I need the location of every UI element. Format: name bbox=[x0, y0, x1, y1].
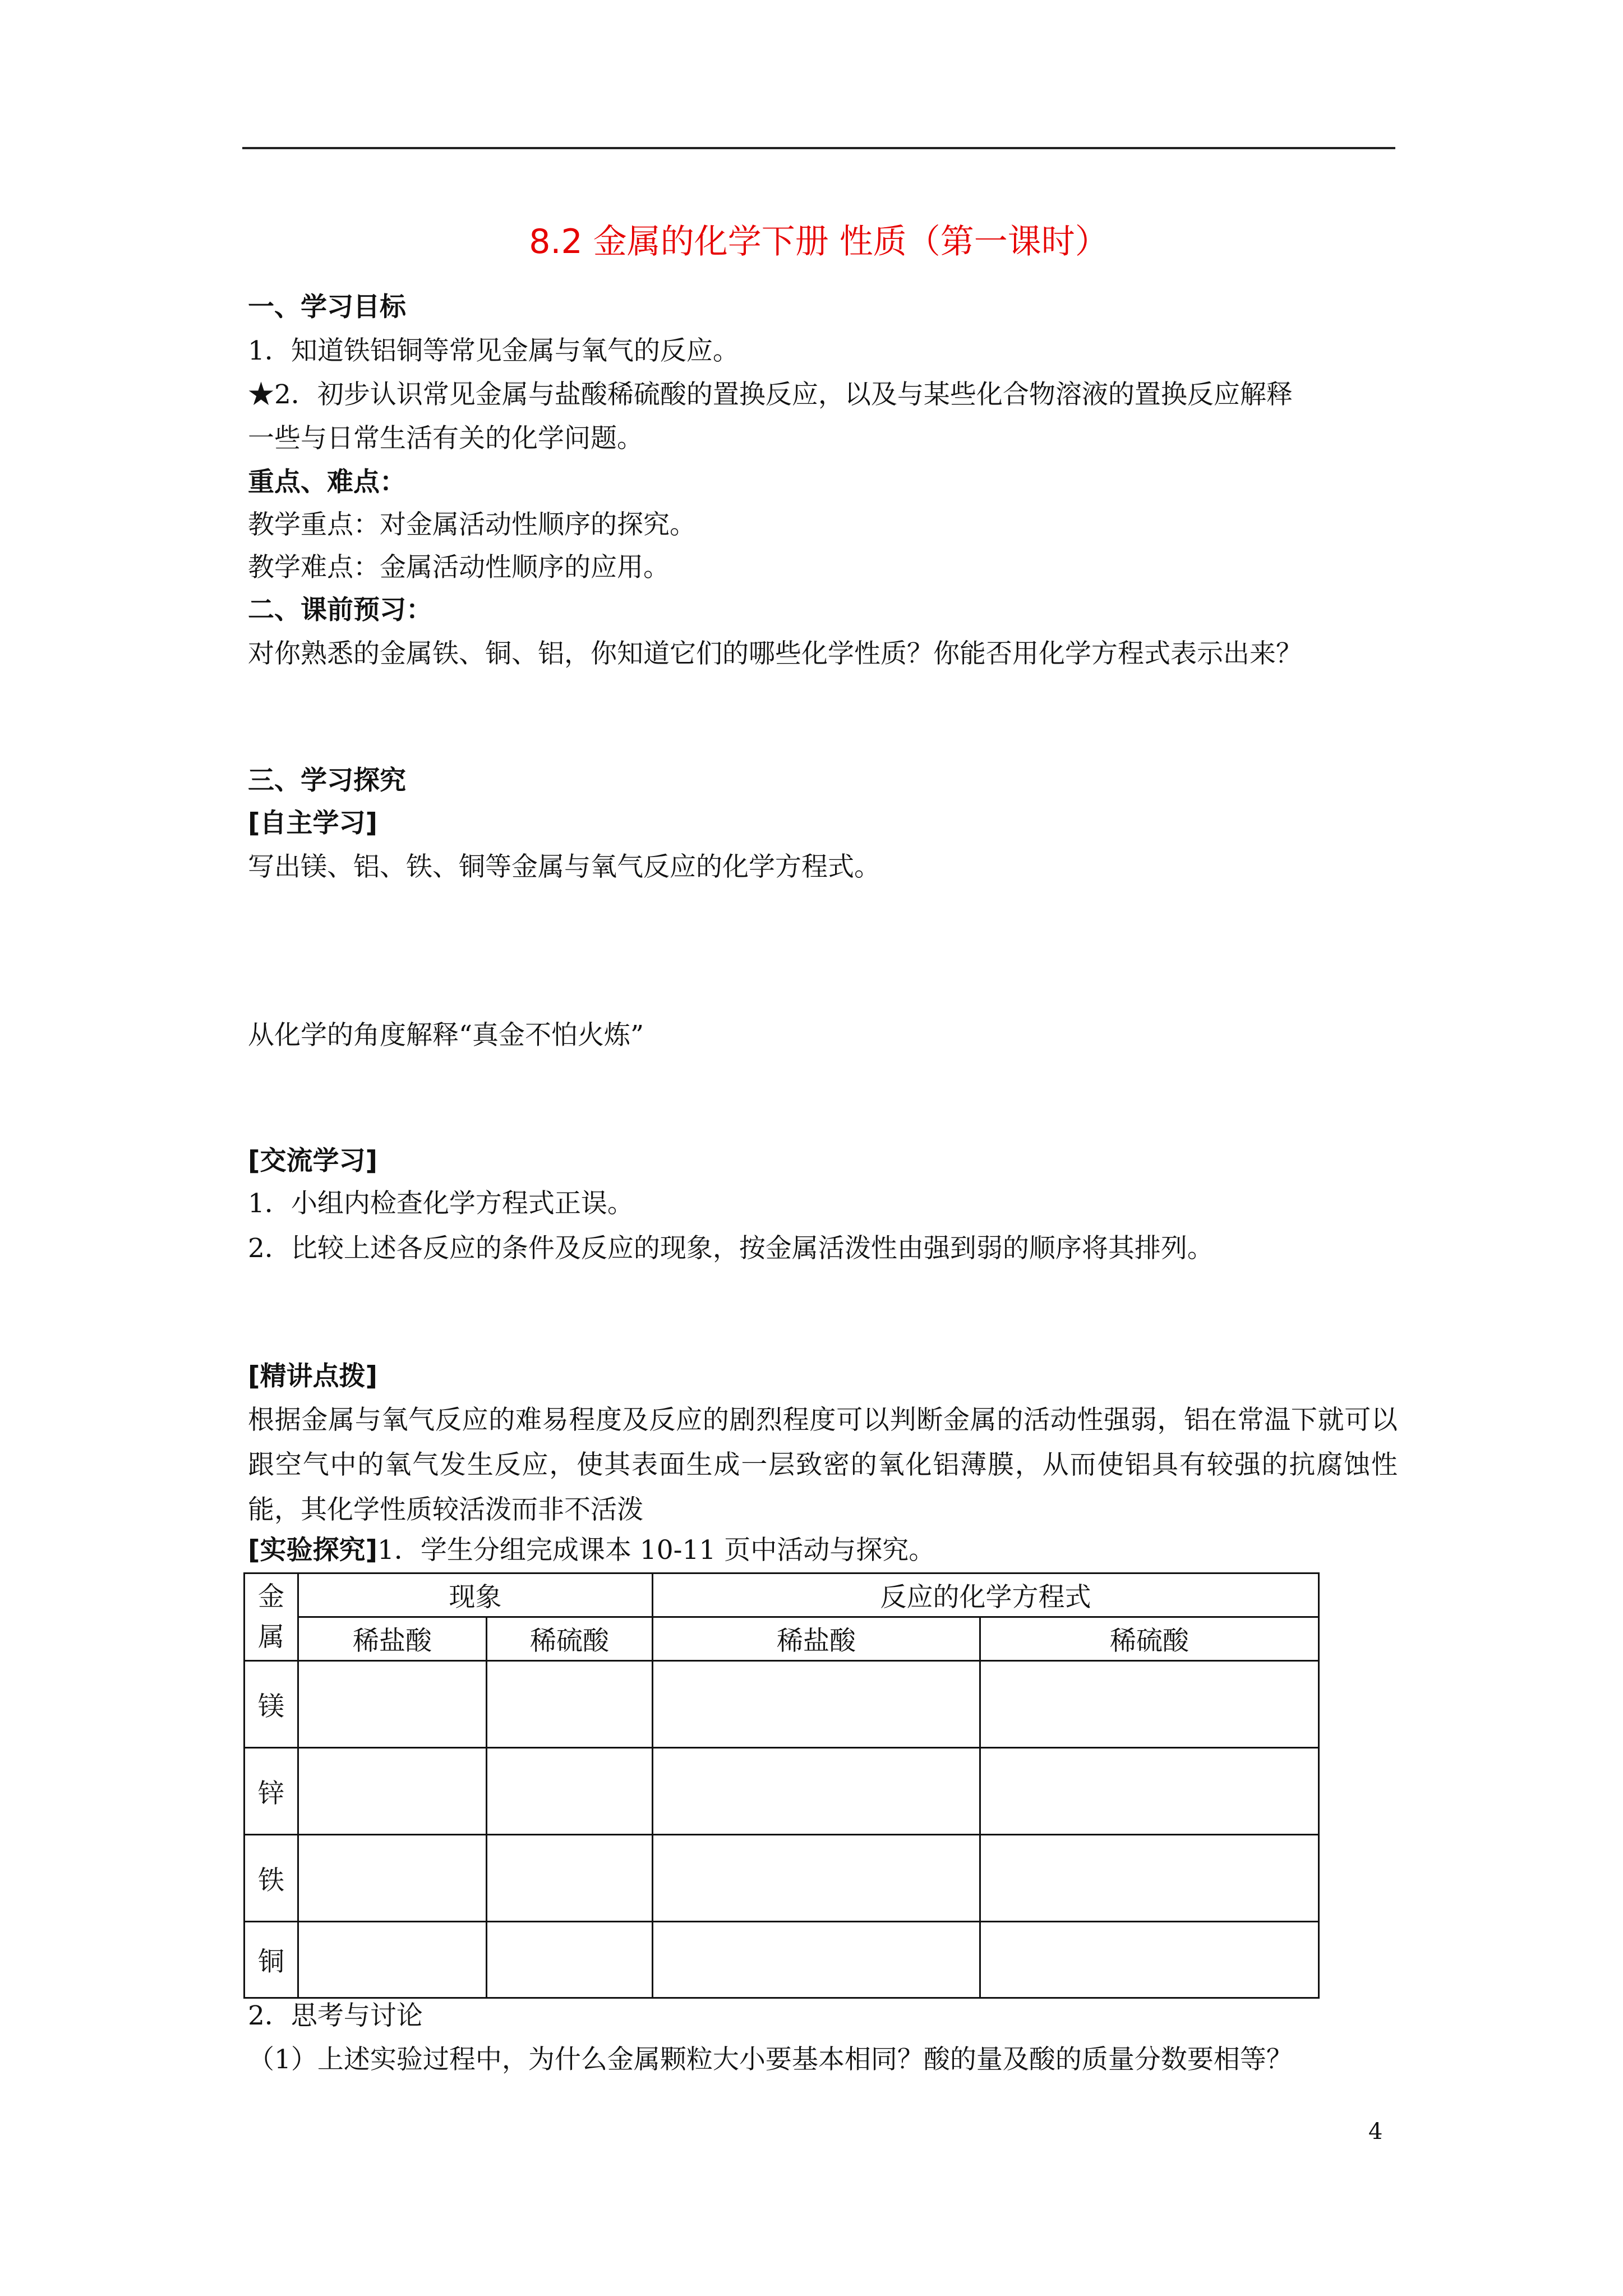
goal-2-line-1: ★2．初步认识常见金属与盐酸稀硫酸的置换反应，以及与某些化合物溶液的置换反应解释 bbox=[248, 379, 1293, 410]
teaching-difficulty: 教学难点：金属活动性顺序的应用。 bbox=[248, 552, 670, 583]
discussion-question-1: （1）上述实验过程中，为什么金属颗粒大小要基本相同？酸的量及酸的质量分数要相等？ bbox=[248, 2044, 1293, 2075]
experiment-intro: 1．学生分组完成课本 10-11 页中活动与探究。 bbox=[377, 1535, 935, 1566]
blank-cell bbox=[298, 1922, 487, 1998]
section3-heading: 三、学习探究 bbox=[248, 765, 406, 796]
blank-cell bbox=[653, 1661, 980, 1748]
blank-cell bbox=[487, 1922, 653, 1998]
blank-cell bbox=[980, 1835, 1319, 1922]
table-row bbox=[245, 1835, 1319, 1922]
table-row bbox=[245, 1748, 1319, 1835]
section1-heading: 一、学习目标 bbox=[248, 292, 406, 323]
subheader-cell: 稀盐酸 bbox=[653, 1617, 980, 1661]
blank-cell bbox=[487, 1661, 653, 1748]
blank-cell bbox=[487, 1748, 653, 1835]
page-number: 4 bbox=[1368, 2119, 1383, 2145]
teaching-focus: 教学重点：对金属活动性顺序的探究。 bbox=[248, 509, 696, 540]
metal-cell: 铁 bbox=[245, 1835, 298, 1922]
exchange-heading: [交流学习] bbox=[248, 1145, 377, 1176]
metal-header-bottom: 属 bbox=[258, 1621, 284, 1653]
blank-cell bbox=[298, 1748, 487, 1835]
blank-cell bbox=[298, 1835, 487, 1922]
header-rule bbox=[242, 147, 1395, 149]
self-study-task: 写出镁、铝、铁、铜等金属与氧气反应的化学方程式。 bbox=[248, 852, 880, 882]
subheader-cell: 稀盐酸 bbox=[298, 1617, 487, 1661]
blank-cell bbox=[980, 1922, 1319, 1998]
blank-cell bbox=[980, 1661, 1319, 1748]
preview-question: 对你熟悉的金属铁、铜、铝，你知道它们的哪些化学性质？你能否用化学方程式表示出来？ bbox=[248, 638, 1302, 669]
key-points-heading: 重点、难点： bbox=[248, 467, 406, 498]
metal-header-top: 金 bbox=[258, 1581, 284, 1612]
section2-heading: 二、课前预习： bbox=[248, 595, 432, 625]
goal-1: 1．知道铁铝铜等常见金属与氧气的反应。 bbox=[248, 335, 739, 366]
goal-2-line-2: 一些与日常生活有关的化学问题。 bbox=[248, 423, 643, 454]
phenomenon-header: 现象 bbox=[298, 1573, 653, 1617]
table-row bbox=[245, 1661, 1319, 1748]
exchange-item-2: 2．比较上述各反应的条件及反应的现象，按金属活泼性由强到弱的顺序将其排列。 bbox=[248, 1233, 1214, 1264]
instruction-text: 根据金属与氧气反应的难易程度及反应的剧烈程度可以判断金属的活动性强弱，铝在常温下就可以跟空气中的氧气发生反应，使其表面生成一层致密的氧化铝薄膜，从而使铝具有较强的抗腐蚀性能，其化学性质较活泼而非不活泼 bbox=[248, 1405, 1398, 1525]
subheader-cell: 稀硫酸 bbox=[487, 1617, 653, 1661]
instruction-heading: [精讲点拨] bbox=[248, 1361, 377, 1392]
self-study-heading: [自主学习] bbox=[248, 808, 377, 839]
experiment-line bbox=[248, 1528, 935, 1573]
equation-header: 反应的化学方程式 bbox=[653, 1573, 1319, 1617]
blank-cell bbox=[653, 1922, 980, 1998]
blank-cell bbox=[980, 1748, 1319, 1835]
blank-cell bbox=[487, 1835, 653, 1922]
experiment-heading: [实验探究] bbox=[248, 1535, 377, 1566]
page-title: 8.2 金属的化学下册 性质（第一课时） bbox=[529, 222, 1109, 261]
explain-task: 从化学的角度解释“真金不怕火炼” bbox=[248, 1020, 644, 1051]
discussion-heading: 2．思考与讨论 bbox=[248, 2000, 423, 2031]
metal-cell: 锌 bbox=[245, 1748, 298, 1835]
table-subheader-row bbox=[245, 1617, 1319, 1661]
metal-cell: 铜 bbox=[245, 1922, 298, 1998]
experiment-table bbox=[243, 1572, 1320, 1999]
blank-cell bbox=[653, 1748, 980, 1835]
metal-header-cell bbox=[245, 1573, 298, 1661]
exchange-item-1: 1．小组内检查化学方程式正误。 bbox=[248, 1188, 634, 1219]
metal-cell: 镁 bbox=[245, 1661, 298, 1748]
blank-cell bbox=[653, 1835, 980, 1922]
table-row bbox=[245, 1922, 1319, 1998]
subheader-cell: 稀硫酸 bbox=[980, 1617, 1319, 1661]
blank-cell bbox=[298, 1661, 487, 1748]
table-header-row bbox=[245, 1573, 1319, 1617]
